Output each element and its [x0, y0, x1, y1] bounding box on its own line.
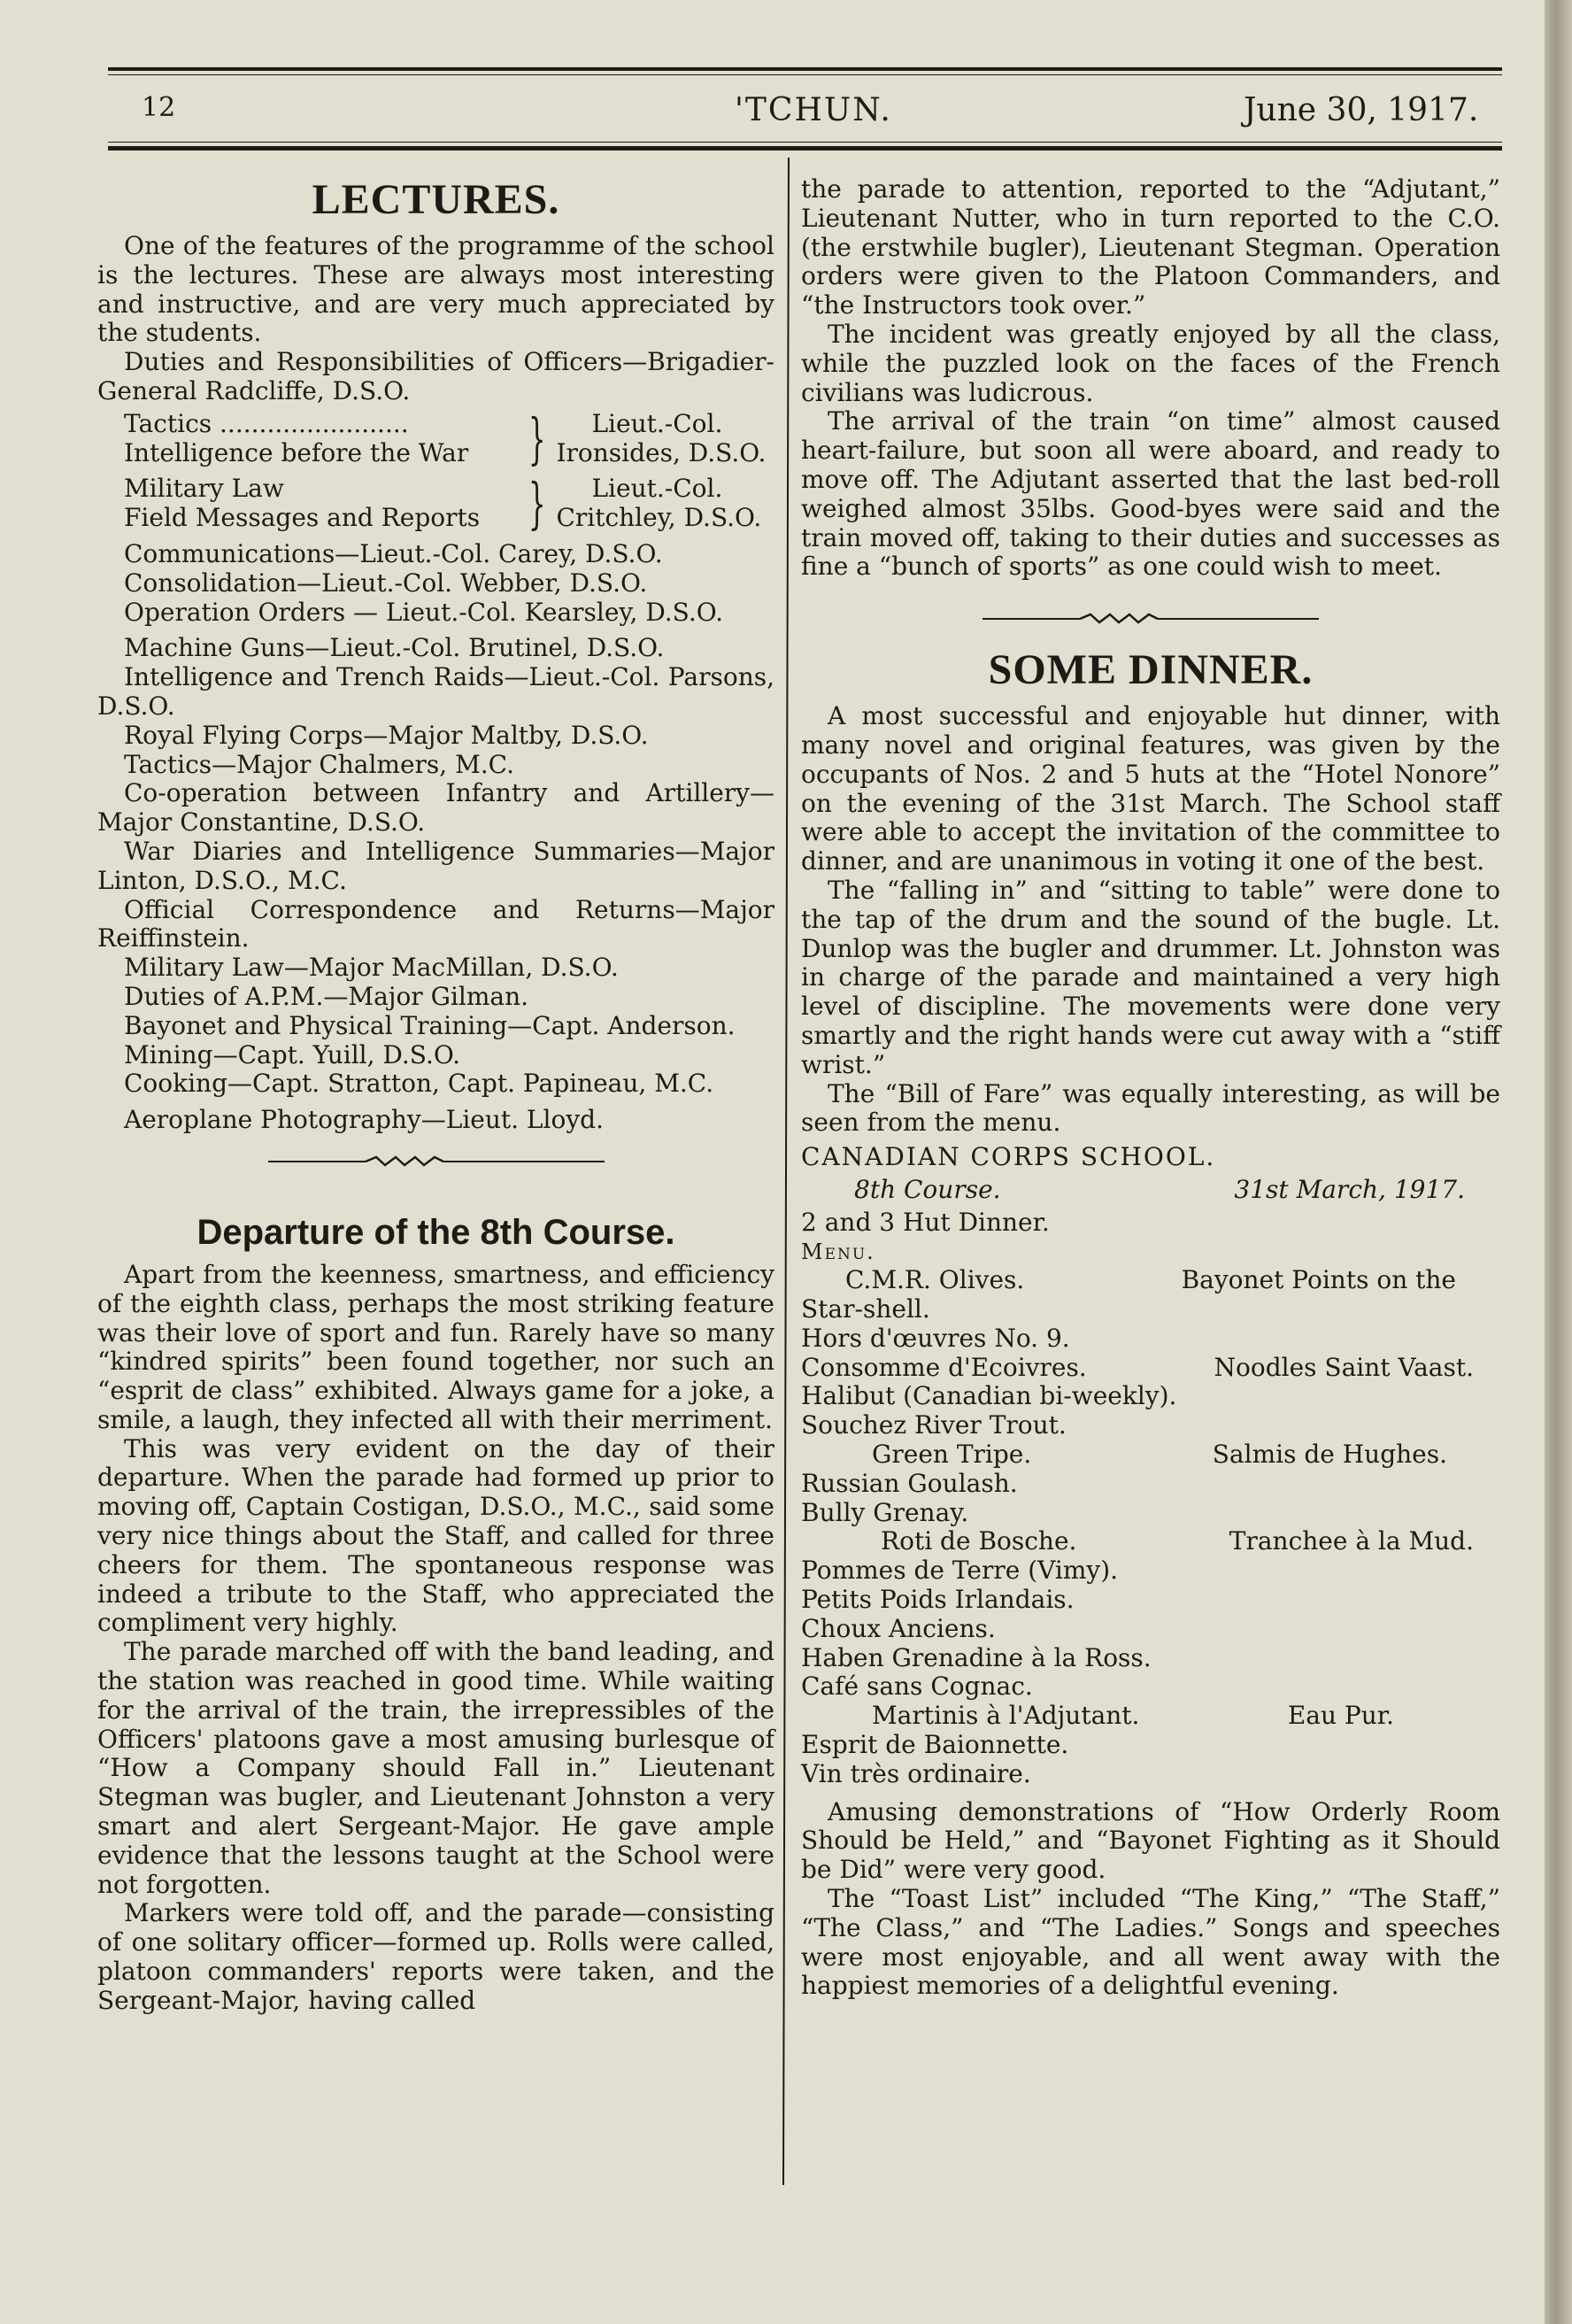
lecture-item: Intelligence and Trench Raids—Lieut.-Col. Parsons, D.S.O. [97, 662, 774, 721]
lecture-item: Mining—Capt. Yuill, D.S.O. [124, 1039, 461, 1069]
lecture-item: Cooking—Capt. Stratton, Capt. Papineau, M.C. [124, 1069, 714, 1099]
menu-item: Salmis de Hughes. [1212, 1440, 1447, 1470]
left-column [97, 174, 774, 2016]
menu-item: Green Tripe. [872, 1440, 1032, 1470]
lecture-item: Duties and Responsibilities of Officers—Brigadier-General Radcliffe, D.S.O. [97, 347, 774, 405]
lecture-item: Tactics—Major Chalmers, M.C. [124, 749, 514, 779]
dinner-paragraph: The “Bill of Fare” was equally interesting, as will be seen from the menu. [801, 1078, 1500, 1138]
lecture-item: Machine Guns—Lieut.-Col. Brutinel, D.S.O. [124, 633, 665, 663]
lecture-item: Official Correspondence and Returns—Major Reiffinstein. [97, 894, 774, 954]
menu-line [801, 1354, 1500, 1383]
issue-date: June 30, 1917. [1244, 92, 1479, 128]
lecturer-rank: Lieut.-Col. [591, 474, 723, 504]
menu-line [801, 1440, 1500, 1470]
column-divider [782, 158, 790, 2185]
lecture-item: Consolidation—Lieut.-Col. Webber, D.S.O. [124, 567, 648, 598]
menu-subtitle: 2 and 3 Hut Dinner. [801, 1207, 1050, 1237]
menu-item: Tranchee à la Mud. [1229, 1526, 1474, 1556]
header-bottom-rule [108, 146, 1502, 151]
lecture-group-ironsides [124, 405, 774, 471]
menu-item: Souchez River Trout. [801, 1410, 1067, 1440]
dinner-heading: SOME DINNER. [988, 646, 1314, 694]
departure-paragraph: Markers were told off, and the parade—consisting of one solitary officer—formed up. Rolls were called, platoon commanders' reports were taken, and the Sergeant-Major, having called [97, 1898, 774, 2015]
menu-label: Menu. [801, 1239, 875, 1264]
menu-item: Haben Grenadine à la Ross. [801, 1642, 1152, 1672]
dinner-paragraph: The “falling in” and “sitting to table” were done to the tap of the drum and the sound of the bugle. Lt. Dunlop was the bugler and drummer. Lt. Johnston was in charge of the parade and maintained a very high level of discipline. The movements were done very smartly and the right hands were cut away with a “stiff wrist.” [801, 875, 1500, 1079]
page-number: 12 [142, 92, 176, 123]
departure-continued: the parade to attention, reported to the “Adjutant,” Lieutenant Nutter, who in turn reported to the C.O. (the erstwhile bugler), Lieutenant Stegman. Operation orders were given to the Platoon Commanders, and “the Instructors took over.” [801, 174, 1500, 320]
menu-course: 8th Course. [854, 1174, 1001, 1204]
menu-line [801, 1702, 1500, 1731]
header-bottom-rule-thin [108, 142, 1502, 143]
right-column [801, 175, 1500, 2001]
lecture-group-critchley [124, 471, 774, 537]
menu-item: Eau Pur. [1287, 1701, 1394, 1731]
dinner-closing: Amusing demonstrations of “How Orderly Room Should be Held,” and “Bayonet Fighting as it Should be Did” were very good. [801, 1796, 1500, 1885]
lecture-item: Co-operation between Infantry and Artillery—Major Constantine, D.S.O. [97, 778, 774, 838]
dinner-closing: The “Toast List” included “The King,” “The Staff,” “The Class,” and “The Ladies.” Songs and speeches were most enjoyable, and all went away with the happiest memories of a delightful evening. [801, 1884, 1500, 2001]
header-top-rule [108, 67, 1502, 71]
lecturer-name: Ironsides, D.S.O. [556, 437, 767, 467]
menu-item: Bully Grenay. [801, 1497, 969, 1527]
menu-item: Hors d'œuvres No. 9. [801, 1323, 1070, 1353]
menu-item: Russian Goulash. [801, 1468, 1018, 1498]
brace-icon: } [528, 471, 546, 537]
lecture-item: Duties of A.P.M.—Major Gilman. [124, 981, 529, 1011]
ornamental-divider-icon [268, 1154, 605, 1169]
menu-line [801, 1266, 1500, 1295]
lecture-topic: Military Law [124, 474, 284, 504]
departure-paragraph: Apart from the keenness, smartness, and efficiency of the eighth class, perhaps the most striking feature was their love of sport and fun. Rarely have so many “kindred spirits” been found together, nor such an “esprit de class” exhibited. Always game for a joke, a smile, a laugh, they infected all with their merriment. [97, 1259, 774, 1434]
departure-paragraph: This was very evident on the day of their departure. When the parade had formed up prior to moving off, Captain Costigan, D.S.O., M.C., said some very nice things about the Staff, and called for three cheers for them. The spontaneous response was indeed a tribute to the Staff, who appreciated the compliment very highly. [97, 1433, 774, 1638]
menu-date: 31st March, 1917. [1234, 1174, 1465, 1204]
lecture-item: Communications—Lieut.-Col. Carey, D.S.O. [124, 538, 663, 568]
menu-item: Pommes de Terre (Vimy). [801, 1556, 1119, 1586]
menu-item: Bayonet Points on the [1181, 1265, 1456, 1295]
lectures-intro: One of the features of the programme of the school is the lectures. These are always most interesting and instructive, and are very much appreciated by the students. [97, 231, 774, 348]
menu-item: Noodles Saint Vaast. [1214, 1352, 1474, 1382]
menu-school: CANADIAN CORPS SCHOOL. [801, 1142, 1216, 1172]
departure-continued: The arrival of the train “on time” almost caused heart-failure, but soon all were aboard, and ready to move off. The Adjutant asserted that the last bed-roll weighed almost 35lbs. Good-byes were said and the train moved off, taking to their duties and successes as fine a “bunch of sports” as one could wish to meet. [801, 406, 1500, 582]
lecture-item: Operation Orders — Lieut.-Col. Kearsley, D.S.O. [124, 597, 723, 627]
header-top-rule-thin [108, 74, 1502, 75]
lecture-topic: Tactics ........................ [124, 408, 409, 438]
lecture-item: Royal Flying Corps—Major Maltby, D.S.O. [124, 720, 649, 750]
menu-item: Roti de Bosche. [881, 1526, 1077, 1556]
lecture-item: War Diaries and Intelligence Summaries—Major Linton, D.S.O., M.C. [97, 836, 774, 895]
dinner-menu [801, 1143, 1500, 1789]
lecturer-rank: Lieut.-Col. [591, 408, 723, 438]
masthead-title: 'TCHUN. [735, 92, 892, 128]
lecture-item: Bayonet and Physical Training—Capt. Anderson. [124, 1010, 736, 1040]
menu-course-line [801, 1176, 1500, 1205]
ornamental-divider-icon [982, 612, 1319, 626]
menu-item: Martinis à l'Adjutant. [872, 1701, 1140, 1731]
departure-continued: The incident was greatly enjoyed by all the class, while the puzzled look on the faces of the French civilians was ludicrous. [801, 319, 1500, 407]
brace-icon: } [528, 405, 546, 471]
lecturer-name: Critchley, D.S.O. [556, 503, 762, 533]
lecture-topic: Intelligence before the War [124, 437, 469, 467]
lecture-item: Aeroplane Photography—Lieut. Lloyd. [124, 1105, 604, 1135]
menu-item: Star-shell. [801, 1294, 930, 1324]
menu-item: Halibut (Canadian bi-weekly). [801, 1381, 1177, 1411]
menu-item: Petits Poids Irlandais. [801, 1585, 1075, 1615]
menu-line [801, 1527, 1500, 1556]
departure-heading: Departure of the 8th Course. [196, 1212, 675, 1252]
lecture-topic: Field Messages and Reports [124, 503, 481, 533]
departure-paragraph: The parade marched off with the band leading, and the station was reached in good time. While waiting for the arrival of the train, the irrepressibles of the Officers' platoons gave a most amusing burlesque of “How a Company should Fall in.” Lieutenant Stegman was bugler, and Lieutenant Johnston a very smart and alert Sergeant-Major. He gave ample evidence that the lessons taught at the School were not forgotten. [97, 1637, 774, 1899]
menu-item: Café sans Cognac. [801, 1672, 1033, 1702]
page-edge [1545, 0, 1572, 2324]
dinner-paragraph: A most successful and enjoyable hut dinner, with many novel and original features, was given by the occupants of Nos. 2 and 5 huts at the “Hotel Nonore” on the evening of the 31st March. The School staff were able to accept the invitation of the committee to dinner, and are unanimous in voting it one of the best. [801, 701, 1500, 876]
lecture-item: Military Law—Major MacMillan, D.S.O. [124, 953, 619, 983]
lectures-heading: LECTURES. [312, 176, 560, 223]
menu-item: C.M.R. Olives. [845, 1265, 1025, 1295]
menu-item: Choux Anciens. [801, 1613, 996, 1643]
menu-item: Esprit de Baionnette. [801, 1730, 1069, 1760]
menu-item: Consomme d'Ecoivres. [801, 1352, 1087, 1382]
menu-item: Vin très ordinaire. [801, 1758, 1031, 1788]
